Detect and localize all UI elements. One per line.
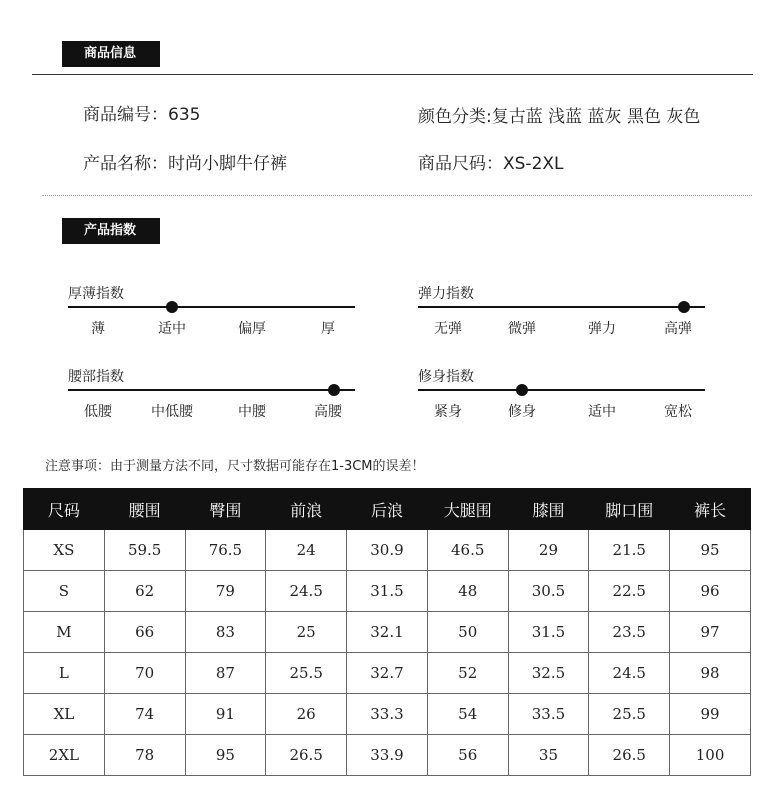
gauge-label: 修身 bbox=[508, 404, 536, 420]
table-cell: 33.5 bbox=[508, 694, 589, 735]
product-code bbox=[83, 100, 200, 125]
size-table-header-cell: 腰围 bbox=[104, 489, 185, 530]
size-table-header-cell: 大腿围 bbox=[427, 489, 508, 530]
table-cell: 79 bbox=[185, 571, 266, 612]
gauge-marker-dot bbox=[328, 384, 340, 396]
gauge-label: 适中 bbox=[588, 404, 616, 420]
table-cell: 56 bbox=[427, 735, 508, 776]
color-category-label: 颜色分类: bbox=[418, 107, 492, 127]
size-table-header-cell: 膝围 bbox=[508, 489, 589, 530]
table-row bbox=[24, 612, 751, 653]
gauge-title: 修身指数 bbox=[418, 369, 474, 385]
size-table-header-cell: 脚口围 bbox=[589, 489, 670, 530]
table-cell: 25.5 bbox=[266, 653, 347, 694]
table-row bbox=[24, 530, 751, 571]
size-table-header-cell: 后浪 bbox=[347, 489, 428, 530]
gauge-label: 中腰 bbox=[238, 404, 266, 420]
table-cell: 25 bbox=[266, 612, 347, 653]
product-code-label: 商品编号： bbox=[83, 105, 168, 125]
table-cell: 29 bbox=[508, 530, 589, 571]
table-cell: 21.5 bbox=[589, 530, 670, 571]
table-cell: 32.1 bbox=[347, 612, 428, 653]
gauge-track bbox=[418, 389, 705, 391]
gauge-label: 适中 bbox=[158, 321, 186, 337]
table-cell: L bbox=[24, 653, 105, 694]
gauge-label: 宽松 bbox=[664, 404, 692, 420]
size-table-header-cell: 臀围 bbox=[185, 489, 266, 530]
table-row bbox=[24, 571, 751, 612]
gauge-track bbox=[418, 306, 705, 308]
gauge-marker-dot bbox=[516, 384, 528, 396]
table-cell: 59.5 bbox=[104, 530, 185, 571]
table-cell: 30.9 bbox=[347, 530, 428, 571]
table-cell: 95 bbox=[670, 530, 751, 571]
gauge-label: 微弹 bbox=[508, 321, 536, 337]
gauge-label: 紧身 bbox=[434, 404, 462, 420]
product-size-value: XS-2XL bbox=[503, 154, 564, 174]
table-cell: 62 bbox=[104, 571, 185, 612]
table-cell: XL bbox=[24, 694, 105, 735]
gauge-title: 腰部指数 bbox=[68, 369, 124, 385]
table-cell: 91 bbox=[185, 694, 266, 735]
gauge-marker-dot bbox=[166, 301, 178, 313]
table-cell: 31.5 bbox=[347, 571, 428, 612]
table-cell: 24.5 bbox=[589, 653, 670, 694]
table-cell: 48 bbox=[427, 571, 508, 612]
table-cell: 25.5 bbox=[589, 694, 670, 735]
gauge-label: 低腰 bbox=[84, 404, 112, 420]
section-dotted-divider bbox=[42, 195, 752, 196]
measurement-note: 注意事项：由于测量方法不同，尺寸数据可能存在1-3CM的误差！ bbox=[45, 459, 425, 474]
table-cell: 32.7 bbox=[347, 653, 428, 694]
table-cell: 26.5 bbox=[589, 735, 670, 776]
product-info-tag: 商品信息 bbox=[62, 41, 160, 67]
size-table-header-cell: 尺码 bbox=[24, 489, 105, 530]
gauge-label: 偏厚 bbox=[238, 321, 266, 337]
product-size-label: 商品尺码： bbox=[418, 154, 503, 174]
table-cell: 76.5 bbox=[185, 530, 266, 571]
gauge-label: 高弹 bbox=[664, 321, 692, 337]
table-cell: 87 bbox=[185, 653, 266, 694]
table-cell: 24.5 bbox=[266, 571, 347, 612]
table-cell: 70 bbox=[104, 653, 185, 694]
table-cell: XS bbox=[24, 530, 105, 571]
size-table-header-cell: 裤长 bbox=[670, 489, 751, 530]
table-cell: 100 bbox=[670, 735, 751, 776]
table-cell: 31.5 bbox=[508, 612, 589, 653]
gauge-label: 无弹 bbox=[434, 321, 462, 337]
product-code-value: 635 bbox=[168, 105, 201, 125]
table-cell: 50 bbox=[427, 612, 508, 653]
table-row bbox=[24, 735, 751, 776]
table-cell: 97 bbox=[670, 612, 751, 653]
color-category bbox=[418, 102, 700, 127]
table-cell: 74 bbox=[104, 694, 185, 735]
product-index-tag: 产品指数 bbox=[62, 218, 160, 244]
table-cell: 83 bbox=[185, 612, 266, 653]
table-cell: 32.5 bbox=[508, 653, 589, 694]
gauge-label: 弹力 bbox=[588, 321, 616, 337]
table-cell: 30.5 bbox=[508, 571, 589, 612]
gauge-title: 弹力指数 bbox=[418, 286, 474, 302]
table-cell: 26.5 bbox=[266, 735, 347, 776]
table-cell: 54 bbox=[427, 694, 508, 735]
table-cell: 24 bbox=[266, 530, 347, 571]
table-cell: 2XL bbox=[24, 735, 105, 776]
table-cell: 99 bbox=[670, 694, 751, 735]
table-cell: 26 bbox=[266, 694, 347, 735]
table-cell: 33.3 bbox=[347, 694, 428, 735]
gauge-track bbox=[68, 389, 355, 391]
gauge-title: 厚薄指数 bbox=[68, 286, 124, 302]
gauge-label: 薄 bbox=[91, 321, 105, 337]
table-cell: 22.5 bbox=[589, 571, 670, 612]
table-cell: 98 bbox=[670, 653, 751, 694]
size-table-header-cell: 前浪 bbox=[266, 489, 347, 530]
table-cell: 95 bbox=[185, 735, 266, 776]
product-info-divider bbox=[32, 74, 753, 75]
size-table bbox=[23, 488, 751, 776]
table-cell: S bbox=[24, 571, 105, 612]
table-cell: 23.5 bbox=[589, 612, 670, 653]
product-name bbox=[83, 149, 287, 174]
gauge-label: 厚 bbox=[321, 321, 335, 337]
size-table-header-row bbox=[24, 489, 751, 530]
table-cell: 46.5 bbox=[427, 530, 508, 571]
table-cell: M bbox=[24, 612, 105, 653]
table-cell: 66 bbox=[104, 612, 185, 653]
table-row bbox=[24, 653, 751, 694]
color-category-value: 复古蓝 浅蓝 蓝灰 黑色 灰色 bbox=[491, 107, 701, 127]
gauge-label: 中低腰 bbox=[151, 404, 193, 420]
table-cell: 52 bbox=[427, 653, 508, 694]
product-name-label: 产品名称： bbox=[83, 154, 168, 174]
product-name-value: 时尚小脚牛仔裤 bbox=[168, 154, 287, 174]
table-row bbox=[24, 694, 751, 735]
table-cell: 35 bbox=[508, 735, 589, 776]
gauge-label: 高腰 bbox=[314, 404, 342, 420]
gauge-track bbox=[68, 306, 355, 308]
table-cell: 33.9 bbox=[347, 735, 428, 776]
table-cell: 96 bbox=[670, 571, 751, 612]
table-cell: 78 bbox=[104, 735, 185, 776]
gauge-marker-dot bbox=[678, 301, 690, 313]
product-size bbox=[418, 149, 564, 174]
